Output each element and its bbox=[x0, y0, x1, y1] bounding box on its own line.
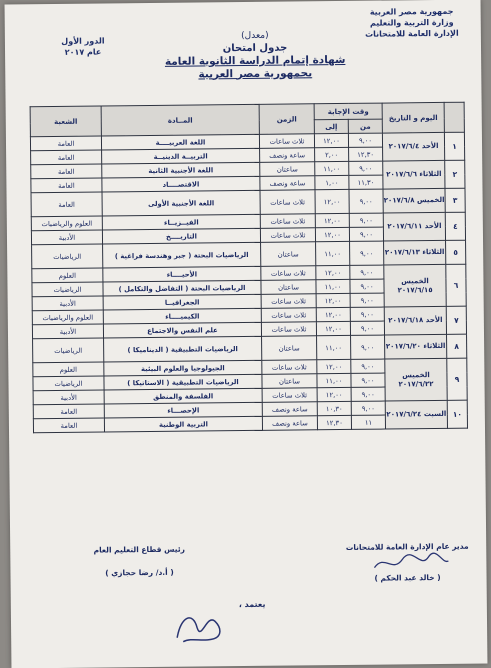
duration: ثلاث ساعات bbox=[261, 266, 316, 281]
subject-name: الفيــزيــاء bbox=[102, 214, 260, 230]
time-to: ١٢,٠٠ bbox=[317, 359, 351, 373]
header-from: من bbox=[348, 119, 382, 133]
document-title bbox=[155, 29, 356, 81]
time-to: ١,٠٠ bbox=[315, 175, 349, 189]
subject-name: الرياضيات التطبيقية ( الاستاتيكا ) bbox=[104, 374, 262, 390]
exam-number: ٧ bbox=[446, 306, 466, 334]
sector-head-title: رئيس قطاع التعليم العام bbox=[93, 544, 185, 555]
time-from: ٩,٠٠ bbox=[349, 161, 383, 175]
subject-name: الرياضيات البحتة ( التفاضل والتكامل ) bbox=[103, 280, 261, 296]
exam-day-date: الخميس ٢٠١٧/٦/٢٢ bbox=[385, 358, 447, 401]
subject-name: الجيولوجيا والعلوم البيئية bbox=[104, 360, 262, 376]
branch-name: العامة bbox=[33, 418, 104, 433]
time-from: ١٢,٣٠ bbox=[349, 147, 383, 161]
ministry-header bbox=[353, 6, 471, 40]
time-from: ٩,٠٠ bbox=[350, 279, 384, 293]
time-to: ١٢,٠٠ bbox=[316, 265, 350, 279]
subject-name: التربية الوطنية bbox=[104, 416, 262, 432]
exam-number: ٨ bbox=[447, 334, 467, 358]
ministry-line: وزارة التربية والتعليم bbox=[369, 17, 454, 28]
duration: ساعتان bbox=[260, 162, 315, 177]
time-to: ١٢,٠٠ bbox=[316, 321, 350, 335]
exam-day-date: السبت ٢٠١٧/٦/٢٤ bbox=[385, 400, 447, 429]
duration: ثلاث ساعات bbox=[262, 360, 317, 375]
time-from: ١١,٣٠ bbox=[349, 175, 383, 189]
subject-name: اللغة الأجنبية الثانية bbox=[102, 162, 260, 178]
title-amended: (معدل) bbox=[241, 30, 269, 42]
exam-number: ٤ bbox=[445, 212, 465, 240]
time-from: ٩,٠٠ bbox=[350, 293, 384, 307]
duration: ثلاث ساعات bbox=[262, 388, 317, 403]
duration: ساعتان bbox=[261, 280, 316, 295]
exam-day-date: الأحد ٢٠١٧/٦/٤ bbox=[382, 132, 444, 161]
branch-name: الأدبية bbox=[32, 296, 103, 311]
header-to: إلى bbox=[314, 119, 348, 133]
time-to: ١١,٠٠ bbox=[315, 161, 349, 175]
exam-number: ٥ bbox=[446, 240, 466, 264]
branch-name: العامة bbox=[31, 178, 102, 193]
time-to: ١٢,٠٠ bbox=[315, 213, 349, 227]
subject-name: الرياضيات التطبيقية ( الديناميكا ) bbox=[104, 336, 262, 362]
exam-number: ١٠ bbox=[447, 400, 467, 428]
exam-round bbox=[43, 35, 123, 58]
exam-day-date: الخميس ٢٠١٧/٦/٨ bbox=[383, 188, 445, 213]
duration: ساعة ونصف bbox=[260, 176, 315, 191]
ministry-line: الإدارة العامة للامتحانات bbox=[364, 28, 459, 39]
time-to: ١١,٠٠ bbox=[317, 335, 351, 359]
schedule-table bbox=[30, 102, 468, 434]
exam-number: ٦ bbox=[446, 264, 466, 306]
branch-name: الرياضيات bbox=[33, 376, 104, 391]
branch-name: العامة bbox=[30, 136, 101, 151]
branch-name: العامة bbox=[31, 150, 102, 165]
subject-name: علم النفس والاجتماع bbox=[103, 322, 261, 338]
time-from: ٩,٠٠ bbox=[351, 335, 385, 359]
subject-name: الإحصـــاء bbox=[104, 402, 262, 418]
time-from: ٩,٠٠ bbox=[351, 401, 385, 415]
exam-schedule-sheet bbox=[5, 0, 488, 668]
time-from: ٩,٠٠ bbox=[350, 307, 384, 321]
time-to: ١٢,٠٠ bbox=[315, 227, 349, 241]
time-to: ١١,٠٠ bbox=[317, 373, 351, 387]
approved-label: يعتمد ، bbox=[238, 599, 266, 610]
time-to: ١٢,٠٠ bbox=[316, 307, 350, 321]
subject-name: الكيميــــاء bbox=[103, 308, 261, 324]
time-from: ٩,٠٠ bbox=[349, 213, 383, 227]
time-from: ٩,٠٠ bbox=[350, 265, 384, 279]
year-label: عام ٢٠١٧ bbox=[64, 47, 102, 57]
time-from: ٩,٠٠ bbox=[351, 373, 385, 387]
branch-name: الأدبية bbox=[31, 230, 102, 245]
director-title: مدير عام الإدارة العامة للامتحانات bbox=[345, 541, 469, 552]
subject-name: اللغة الأجنبية الأولى bbox=[102, 190, 260, 216]
header-subject: المــادة bbox=[101, 104, 259, 136]
subject-name: الفلسفة والمنطق bbox=[104, 388, 262, 404]
time-to: ١١,٠٠ bbox=[316, 241, 350, 265]
time-to: ١٠,٣٠ bbox=[317, 401, 351, 415]
branch-name: الرياضيات bbox=[33, 338, 104, 363]
exam-day-date: الثلاثاء ٢٠١٧/٦/١٣ bbox=[384, 240, 446, 265]
time-to: ١٢,٠٠ bbox=[314, 133, 348, 147]
duration: ثلاث ساعات bbox=[261, 294, 316, 309]
time-from: ٩,٠٠ bbox=[349, 189, 383, 213]
header-duration: الزمن bbox=[259, 104, 314, 135]
branch-name: العلوم bbox=[32, 268, 103, 283]
subject-name: التاريــــخ bbox=[102, 228, 260, 244]
branch-name: العلوم والرياضيات bbox=[31, 216, 102, 231]
signature-director bbox=[332, 541, 482, 585]
time-to: ١٢,٠٠ bbox=[317, 387, 351, 401]
time-from: ٩,٠٠ bbox=[348, 133, 382, 147]
director-signature-scribble bbox=[370, 551, 450, 574]
duration: ثلاث ساعات bbox=[260, 190, 315, 215]
duration: ثلاث ساعات bbox=[261, 308, 316, 323]
title-certificate: شهادة إتمام الدراسة الثانوية العامة bbox=[164, 53, 346, 68]
exam-day-date: الثلاثاء ٢٠١٧/٦/٦ bbox=[383, 160, 445, 189]
duration: ساعتان bbox=[262, 374, 317, 389]
exam-number: ٢ bbox=[445, 160, 465, 188]
branch-name: الأدبية bbox=[33, 390, 104, 405]
branch-name: العلوم bbox=[33, 362, 104, 377]
title-main: جدول امتحان bbox=[222, 42, 288, 54]
time-from: ٩,٠٠ bbox=[351, 387, 385, 401]
exam-day-date: الأحد ٢٠١٧/٦/١١ bbox=[383, 212, 445, 241]
time-to: ١٢,٠٠ bbox=[315, 189, 349, 213]
header-num bbox=[444, 102, 464, 132]
duration: ثلاث ساعات bbox=[259, 134, 314, 149]
schedule-body bbox=[30, 132, 467, 433]
time-to: ١١,٠٠ bbox=[316, 279, 350, 293]
exam-number: ٣ bbox=[445, 188, 465, 212]
subject-name: الاقتصــــاد bbox=[102, 176, 260, 192]
duration: ثلاث ساعات bbox=[260, 228, 315, 243]
duration: ساعة ونصف bbox=[262, 402, 317, 417]
branch-name: الرياضيات bbox=[32, 282, 103, 297]
ministry-line: جمهورية مصر العربية bbox=[369, 6, 454, 17]
duration: ساعة ونصف bbox=[260, 148, 315, 163]
header-day: اليوم و التاريخ bbox=[382, 102, 444, 133]
signature-sector-head bbox=[64, 543, 214, 579]
duration: ساعتان bbox=[262, 336, 317, 361]
duration: ثلاث ساعات bbox=[260, 214, 315, 229]
time-to: ١٢,٣٠ bbox=[317, 415, 351, 429]
branch-name: العامة bbox=[33, 404, 104, 419]
time-from: ٩,٠٠ bbox=[350, 241, 384, 265]
exam-number: ١ bbox=[444, 132, 464, 160]
header-time: وقت الإجابة bbox=[314, 103, 382, 120]
header-branch: الشعبة bbox=[30, 106, 101, 137]
branch-name: العامة bbox=[31, 192, 102, 217]
time-from: ٩,٠٠ bbox=[350, 321, 384, 335]
duration: ثلاث ساعات bbox=[261, 322, 316, 337]
branch-name: العلوم والرياضيات bbox=[32, 310, 103, 325]
time-from: ١١ bbox=[351, 415, 385, 429]
exam-day-date: الثلاثاء ٢٠١٧/٦/٢٠ bbox=[385, 334, 447, 359]
subject-name: اللغة العربيــــة bbox=[101, 134, 259, 150]
branch-name: الأدبية bbox=[32, 324, 103, 339]
exam-day-date: الأحد ٢٠١٧/٦/١٨ bbox=[384, 306, 446, 335]
time-from: ٩,٠٠ bbox=[351, 359, 385, 373]
minister-signature-scribble bbox=[171, 607, 231, 648]
subject-name: الرياضيات البحتة ( جبر وهندسة فراغية ) bbox=[103, 242, 261, 268]
sector-head-name: ( أ.د/ رضا حجازي ) bbox=[105, 567, 174, 578]
subject-name: التربيــة الدينيــة bbox=[102, 148, 260, 164]
director-name: ( خالد عبد الحكم ) bbox=[374, 572, 441, 583]
branch-name: العامة bbox=[31, 164, 102, 179]
time-from: ٩,٠٠ bbox=[349, 227, 383, 241]
subject-name: الجغرافيــا bbox=[103, 294, 261, 310]
round-label: الدور الأول bbox=[61, 36, 105, 46]
duration: ساعة ونصف bbox=[262, 416, 317, 431]
exam-number: ٩ bbox=[447, 358, 467, 400]
subject-name: الأحيــــاء bbox=[103, 266, 261, 282]
branch-name: الرياضيات bbox=[32, 244, 103, 269]
time-to: ٢,٠٠ bbox=[315, 147, 349, 161]
exam-day-date: الخميس ٢٠١٧/٦/١٥ bbox=[384, 264, 446, 307]
time-to: ١٢,٠٠ bbox=[316, 293, 350, 307]
duration: ساعتان bbox=[261, 242, 316, 267]
title-country: بجمهورية مصر العربية bbox=[198, 66, 313, 80]
